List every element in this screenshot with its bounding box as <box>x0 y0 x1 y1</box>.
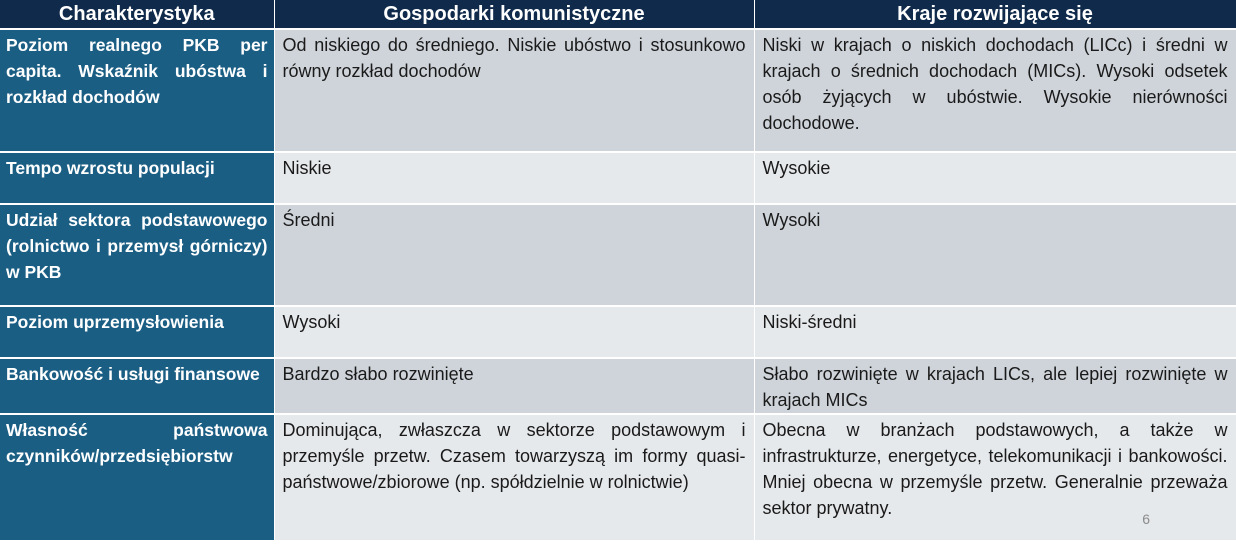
table-row <box>0 306 1236 358</box>
row-developing-value: Obecna w branżach podstawowych, a także w infrastrukturze, energetyce, telekomunikacji i bankowości. Mniej obecna w przemyśle przetw. Generalnie przeważa sektor prywatny. <box>754 414 1236 541</box>
table-row <box>0 358 1236 414</box>
row-communist-value: Wysoki <box>274 306 754 358</box>
row-communist-value: Średni <box>274 204 754 306</box>
row-developing-value: Niski-średni <box>754 306 1236 358</box>
row-characteristic: Bankowość i usługi finansowe <box>0 358 274 414</box>
page-number: 6 <box>1142 511 1150 527</box>
table-row <box>0 152 1236 204</box>
table-row <box>0 414 1236 541</box>
table-row <box>0 29 1236 152</box>
row-communist-value: Niskie <box>274 152 754 204</box>
row-developing-value: Niski w krajach o niskich dochodach (LICc) i średni w krajach o średnich dochodach (MICs). Wysoki odsetek osób żyjących w ubóstwie. Wysokie nierówności dochodowe. <box>754 29 1236 152</box>
row-characteristic: Poziom uprzemysłowienia <box>0 306 274 358</box>
row-developing-value: Wysoki <box>754 204 1236 306</box>
row-characteristic: Poziom realnego PKB per capita. Wskaźnik ubóstwa i rozkład dochodów <box>0 29 274 152</box>
row-developing-value: Wysokie <box>754 152 1236 204</box>
row-developing-value: Słabo rozwinięte w krajach LICs, ale lepiej rozwinięte w krajach MICs <box>754 358 1236 414</box>
header-characteristic: Charakterystyka <box>0 0 274 29</box>
row-characteristic: Udział sektora podstawowego (rolnictwo i przemysł górniczy) w PKB <box>0 204 274 306</box>
header-row <box>0 0 1236 29</box>
header-developing: Kraje rozwijające się <box>754 0 1236 29</box>
row-characteristic: Tempo wzrostu populacji <box>0 152 274 204</box>
row-communist-value: Od niskiego do średniego. Niskie ubóstwo i stosunkowo równy rozkład dochodów <box>274 29 754 152</box>
header-communist: Gospodarki komunistyczne <box>274 0 754 29</box>
row-characteristic: Własność państwowa czynników/przedsiębiorstw <box>0 414 274 541</box>
row-communist-value: Dominująca, zwłaszcza w sektorze podstawowym i przemyśle przetw. Czasem towarzyszą im formy quasi-państwowe/zbiorowe (np. spółdzielnie w rolnictwie) <box>274 414 754 541</box>
table-row <box>0 204 1236 306</box>
row-communist-value: Bardzo słabo rozwinięte <box>274 358 754 414</box>
